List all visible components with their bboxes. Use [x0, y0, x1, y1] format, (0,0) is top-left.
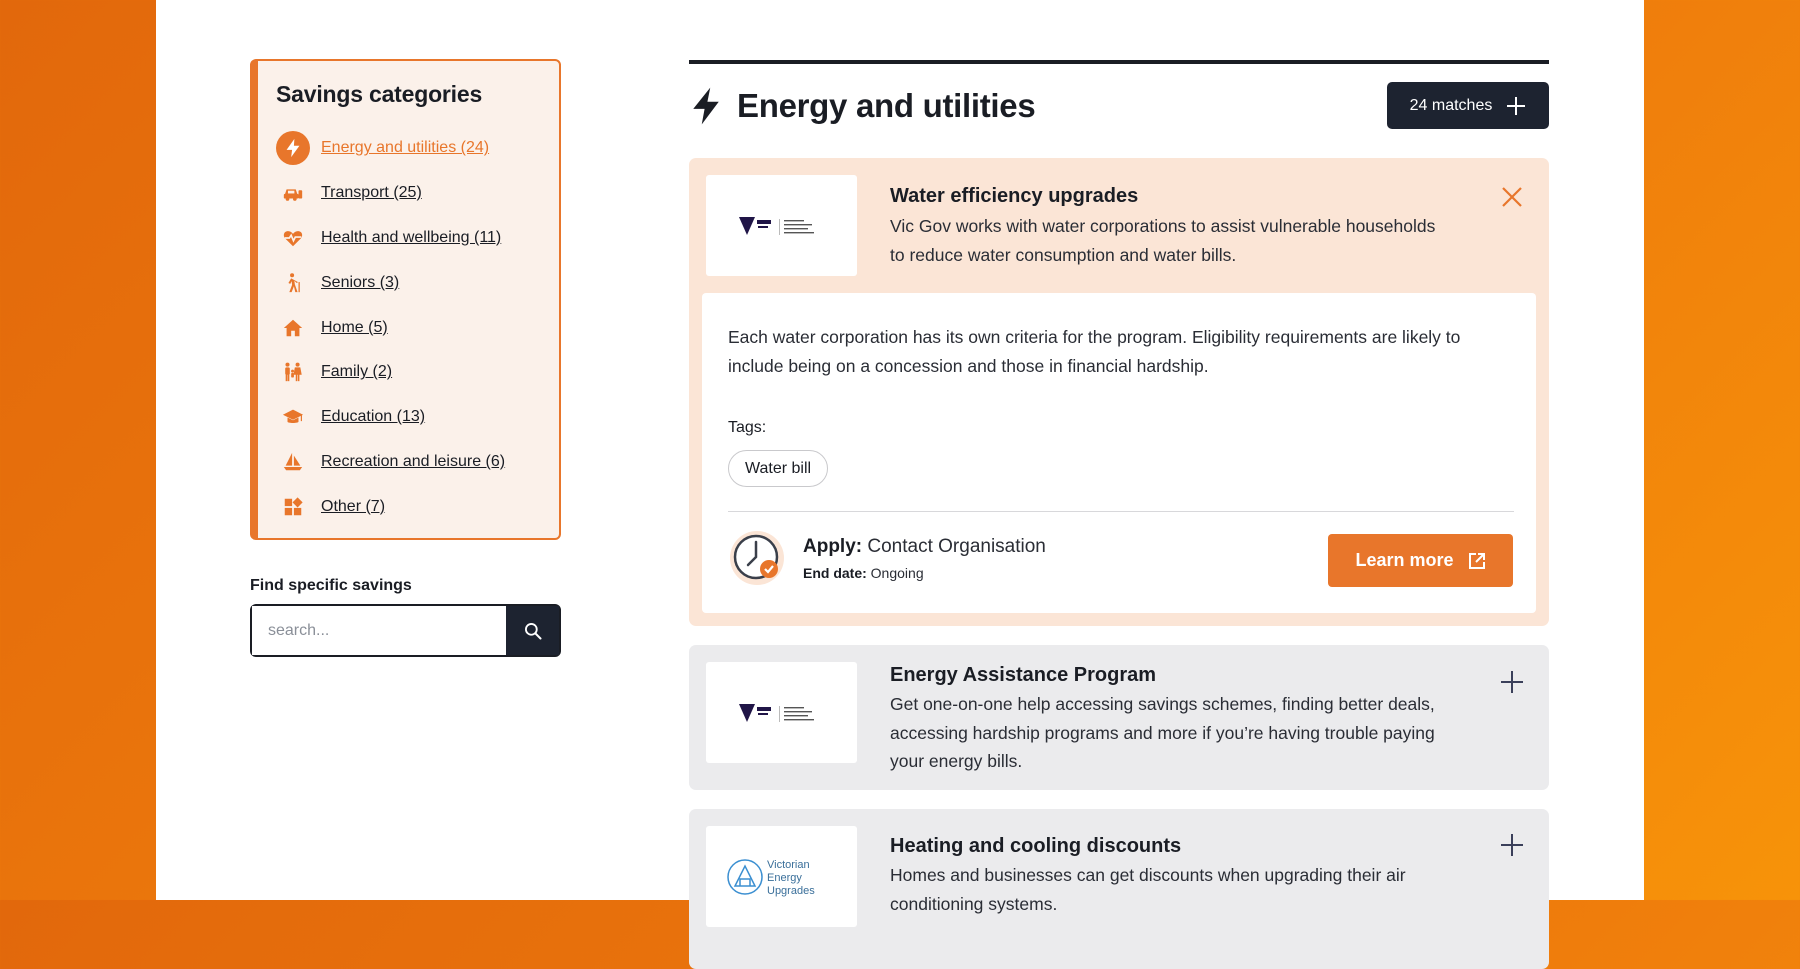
lightning-icon	[689, 86, 729, 126]
card-description: Vic Gov works with water corporations to assist vulnerable households to reduce water consumption and water bills.	[890, 216, 1436, 265]
heart-pulse-icon	[276, 221, 310, 255]
category-item-recreation[interactable]	[276, 440, 541, 485]
category-label: Transport (25)	[321, 184, 422, 202]
expand-button[interactable]	[1495, 665, 1529, 699]
page	[156, 0, 1644, 914]
category-item-family[interactable]	[276, 350, 541, 395]
category-label: Health and wellbeing (11)	[321, 228, 502, 246]
category-label: Home (5)	[321, 318, 388, 336]
category-item-transport[interactable]	[276, 171, 541, 216]
lightning-icon	[276, 131, 310, 165]
search-input[interactable]	[252, 606, 506, 655]
end-date-value: Ongoing	[870, 565, 924, 581]
plus-icon	[1506, 96, 1526, 116]
end-date-label: End date:	[803, 565, 867, 581]
learn-more-button[interactable]	[1328, 534, 1513, 587]
close-icon	[1501, 186, 1523, 208]
card-title: Energy Assistance Program	[890, 664, 1157, 686]
savings-categories-title: Savings categories	[276, 81, 483, 107]
plus-icon	[1500, 833, 1524, 857]
card-body-text: Each water corporation has its own criteria for the program. Eligibility requirements are likely to include being on a concession and those in financial hardship.	[728, 327, 1461, 376]
card-title: Heating and cooling discounts	[890, 835, 1182, 857]
section-header	[689, 82, 1549, 130]
category-label: Recreation and leisure (6)	[321, 452, 506, 470]
card-details	[702, 293, 1536, 613]
plus-icon	[1500, 670, 1524, 694]
category-item-education[interactable]	[276, 395, 541, 440]
category-list	[276, 126, 541, 529]
family-icon	[276, 355, 310, 389]
savings-categories-panel	[250, 59, 561, 540]
category-label: Education (13)	[321, 408, 426, 426]
apply-value: Contact Organisation	[867, 536, 1046, 557]
category-item-energy[interactable]	[276, 126, 541, 171]
victoria-state-government-logo	[706, 175, 857, 276]
clock-check-icon	[728, 529, 786, 587]
victoria-state-government-logo	[706, 662, 857, 763]
find-savings-label: Find specific savings	[250, 577, 412, 594]
collapse-button[interactable]	[1495, 180, 1529, 214]
logo-text-line-1: Victorian	[766, 858, 810, 871]
category-item-seniors[interactable]	[276, 260, 541, 305]
category-label: Seniors (3)	[321, 273, 400, 291]
section-title: Energy and utilities	[737, 87, 1036, 124]
logo-text-line-3: Upgrades	[766, 884, 815, 897]
category-item-home[interactable]	[276, 305, 541, 350]
search-button[interactable]	[506, 606, 559, 655]
category-item-other[interactable]	[276, 484, 541, 529]
graduation-cap-icon	[276, 400, 310, 434]
category-label: Energy and utilities (24)	[321, 139, 490, 157]
saving-card-energy-assistance[interactable]	[689, 645, 1549, 790]
matches-expand-button[interactable]	[1387, 82, 1549, 129]
category-label: Family (2)	[321, 363, 393, 381]
tag-chip[interactable]: Water bill	[728, 450, 828, 487]
saving-card-heating-cooling[interactable]	[689, 809, 1549, 969]
expand-button[interactable]	[1495, 828, 1529, 862]
divider	[728, 511, 1514, 512]
victorian-energy-upgrades-logo	[706, 826, 857, 927]
card-description: Get one-on-one help accessing savings schemes, finding better deals, accessing hardship programs and more if you’re having trouble paying your energy bills.	[890, 694, 1435, 771]
walking-person-icon	[276, 266, 310, 300]
apply-label: Apply:	[803, 536, 863, 557]
search-icon	[523, 621, 543, 641]
card-title: Water efficiency upgrades	[890, 185, 1139, 207]
matches-label: 24 matches	[1409, 96, 1493, 114]
learn-more-label: Learn more	[1355, 550, 1454, 570]
home-icon	[276, 311, 310, 345]
grid-icon	[276, 490, 310, 524]
category-item-health[interactable]	[276, 216, 541, 261]
logo-text-line-2: Energy	[766, 871, 802, 884]
sailboat-icon	[276, 445, 310, 479]
car-icon	[276, 176, 310, 210]
external-link-icon	[1468, 552, 1486, 570]
end-date-info	[803, 565, 924, 581]
apply-info	[803, 536, 1046, 558]
search-bar	[250, 604, 561, 657]
tags-label: Tags:	[728, 419, 767, 436]
category-label: Other (7)	[321, 497, 386, 515]
card-description: Homes and businesses can get discounts when upgrading their air conditioning systems.	[890, 865, 1406, 914]
section-divider	[689, 60, 1549, 64]
saving-card-water-efficiency	[689, 158, 1549, 626]
